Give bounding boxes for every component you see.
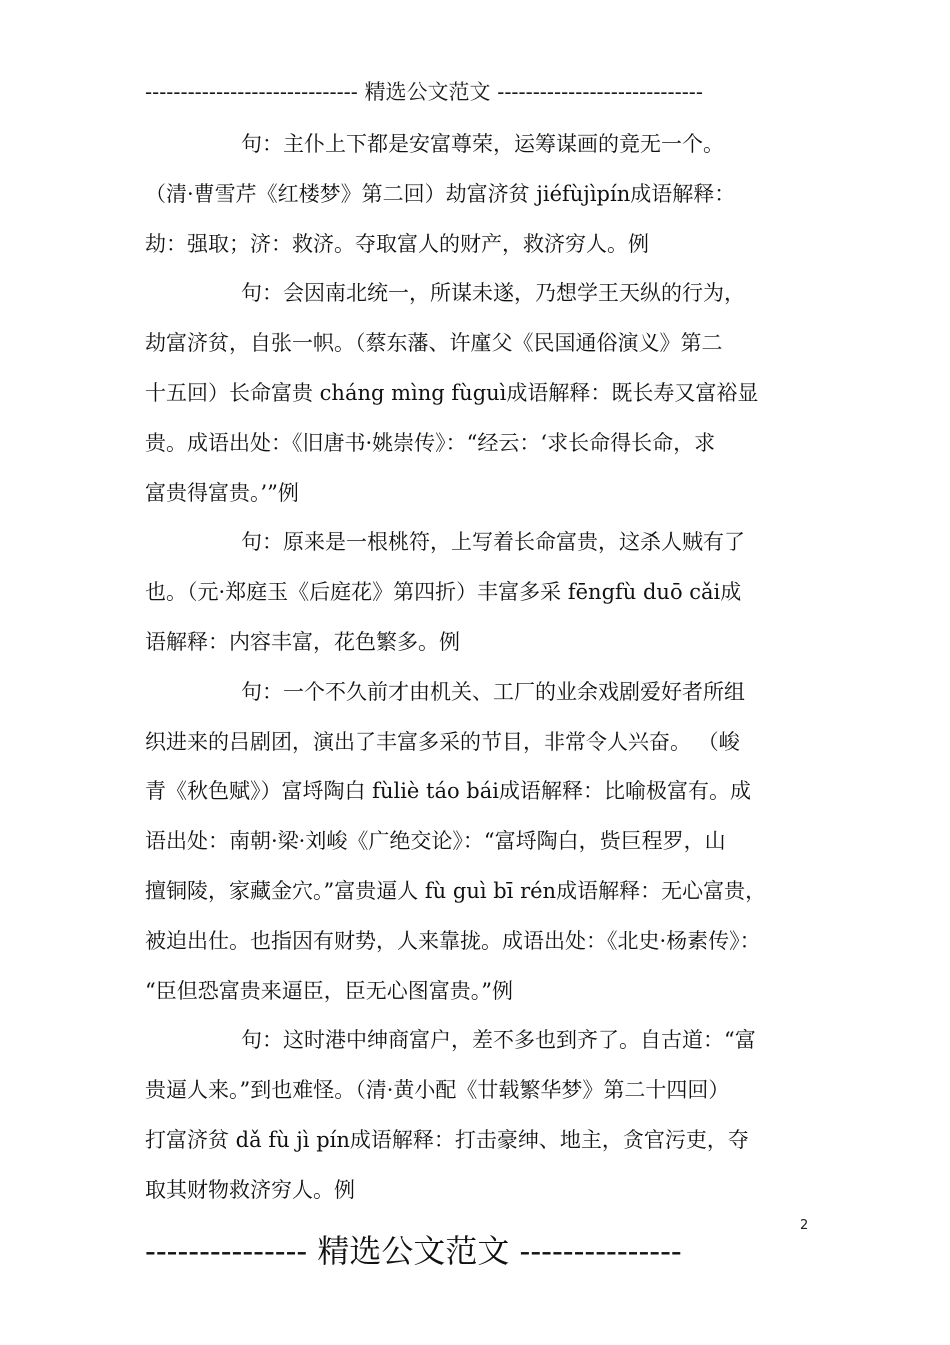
- text-line: 贵。成语出处：《旧唐书·姚崇传》：“经云：‘求长命得长命，求: [145, 430, 716, 455]
- text-line: 十五回）长命富贵 cháng mìng fùguì成语解释：既长寿又富裕显: [145, 380, 759, 405]
- text-line: 劫富济贫，自张一帜。（蔡东藩、许廑父《民国通俗演义》第二: [145, 331, 723, 356]
- text-line: 也。（元·郑庭玉《后庭花》第四折）丰富多采 fēngfù duō cǎi成: [145, 580, 742, 605]
- page-number: 2: [800, 1218, 809, 1233]
- text-line: 句：一个不久前才由机关、工厂的业余戏剧爱好者所组: [241, 679, 745, 704]
- page-footer: --------------- 精选公文范文 ---------------: [145, 1232, 682, 1270]
- text-line: 句：主仆上下都是安富尊荣，运筹谋画的竟无一个。: [241, 132, 724, 156]
- document-body: [145, 120, 825, 1216]
- page-header: ------------------------------ 精选公文范文 -----------------------------: [145, 80, 703, 104]
- text-line: 语解释：内容丰富，花色繁多。例: [145, 629, 460, 654]
- text-line: 打富济贫 dǎ fù jì pín成语解释：打击豪绅、地主，贪官污吏，夺: [145, 1127, 749, 1152]
- text-line: 擅铜陵，家藏金穴。”富贵逼人 fù guì bī rén成语解释：无心富贵，: [145, 878, 767, 903]
- text-line: 取其财物救济穷人。例: [145, 1177, 355, 1202]
- text-line: 劫：强取；济：救济。夺取富人的财产，救济穷人。例: [145, 231, 649, 256]
- text-line: 句：原来是一根桃符，上写着长命富贵，这杀人贼有了: [241, 530, 745, 555]
- text-line: 织进来的吕剧团，演出了丰富多采的节目，非常令人兴奋。 （峻: [145, 729, 740, 754]
- text-line: “臣但恐富贵来逼臣，臣无心图富贵。”例: [145, 978, 513, 1003]
- text-line: 句：会因南北统一，所谋未遂，乃想学王天纵的行为，: [241, 281, 745, 306]
- text-line: 句：这时港中绅商富户，差不多也到齐了。自古道：“富: [241, 1028, 756, 1053]
- text-line: 贵逼人来。”到也难怪。（清·黄小配《廿载繁华梦》第二十四回）: [145, 1078, 730, 1103]
- text-line: 青《秋色赋》）富埒陶白 fùliè táo bái成语解释：比喻极富有。成: [145, 779, 751, 804]
- text-line: （清·曹雪芹《红楼梦》第二回）劫富济贫 jiéfùjìpín成语解释：: [145, 181, 736, 206]
- text-line: 语出处：南朝·梁·刘峻《广绝交论》：“富埒陶白，赀巨程罗，山: [145, 829, 726, 854]
- text-line: 被迫出仕。也指因有财势，人来靠拢。成语出处：《北史·杨素传》：: [145, 928, 761, 953]
- text-line: 富贵得富贵。’”例: [145, 480, 299, 505]
